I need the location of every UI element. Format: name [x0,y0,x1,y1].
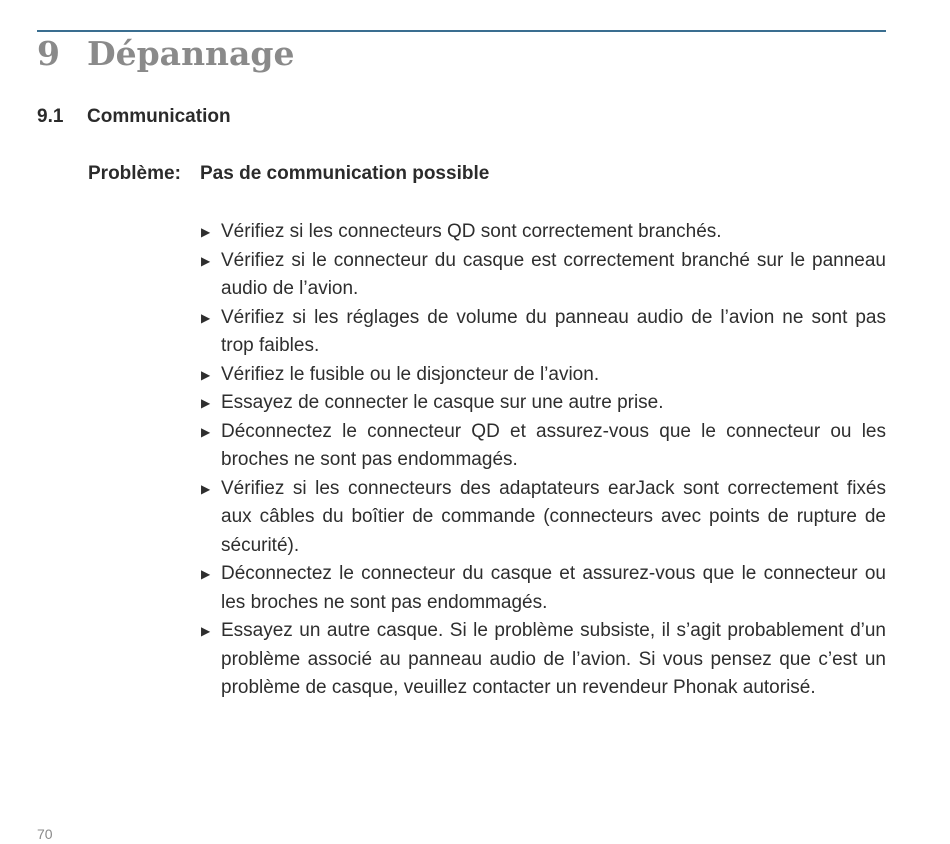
problem-heading [88,163,489,185]
list-item [200,475,886,561]
triangle-right-icon: ▶ [201,310,211,325]
list-item [200,418,886,475]
list-item [200,247,886,304]
step-text: Déconnectez le connecteur QD et assurez-vous que le connecteur ou les broches ne sont pas endommagés. [221,420,886,470]
step-text: Vérifiez le fusible ou le disjoncteur de l’avion. [221,363,600,385]
page-number: 70 [37,826,53,842]
triangle-right-icon: ▶ [201,624,211,638]
chapter-heading [37,34,295,78]
section-title: Communication [87,106,231,127]
step-text: Essayez un autre casque. Si le problème subsiste, il s’agit probablement d’un problème associé au panneau audio de l’avion. Si vous pensez que c’est un problème de casque, veuillez contacter un revendeur Phonak autorisé. [221,620,886,698]
triangle-right-icon: ▶ [201,567,211,581]
step-text: Vérifiez si les réglages de volume du panneau audio de l’avion ne sont pas trop faibles. [221,306,886,356]
triangle-right-icon: ▶ [201,253,211,268]
step-text: Essayez de connecter le casque sur une autre prise. [221,392,664,413]
list-item [200,617,886,703]
triangle-right-icon: ▶ [201,396,211,410]
chapter-title: Dépannage [87,34,295,73]
step-text: Déconnectez le connecteur du casque et assurez-vous que le connecteur ou les broches ne sont pas endommagés. [221,563,886,613]
triangle-right-icon: ▶ [201,481,211,496]
problem-text: Pas de communication possible [200,163,490,184]
step-text: Vérifiez si les connecteurs QD sont correctement branchés. [221,221,722,242]
list-item [200,389,886,418]
triangle-right-icon: ▶ [201,367,211,382]
list-item [200,560,886,617]
list-item [200,218,886,247]
problem-label: Problème: [88,163,181,184]
troubleshooting-steps [200,218,886,703]
triangle-right-icon: ▶ [201,225,211,239]
step-text: Vérifiez si le connecteur du casque est correctement branché sur le panneau audio de l’avion. [221,249,886,299]
triangle-right-icon: ▶ [201,424,211,439]
chapter-number: 9 [37,34,60,73]
section-number: 9.1 [37,106,64,127]
section-heading [37,106,231,128]
list-item [200,304,886,361]
step-text: Vérifiez si les connecteurs des adaptateurs earJack sont correctement fixés aux câbles du boîtier de commande (connecteurs avec points de rupture de sécurité). [221,477,886,556]
list-item [200,361,886,390]
header-rule [37,30,886,32]
